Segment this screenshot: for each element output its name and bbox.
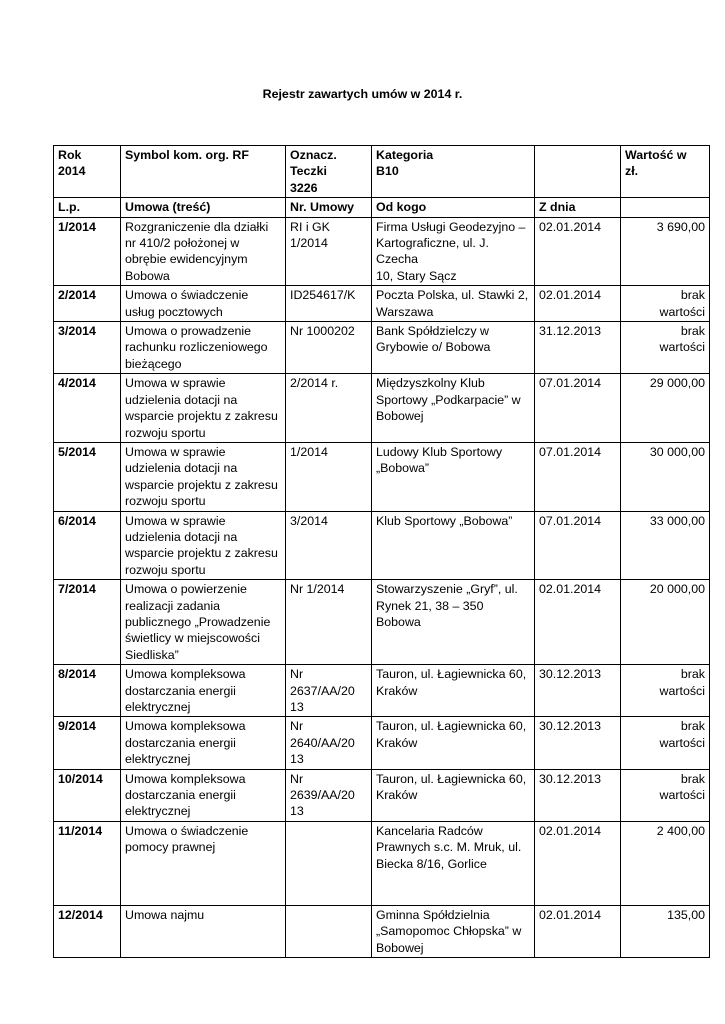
cell-wartosc: 135,00 [621,905,710,957]
cell-umowa: Umowa o powierzenie realizacji zadania publicznego „Prowadzenie świetlicy w miejscowości Siedliska” [121,580,286,665]
cell-nr: Nr 2640/AA/20 13 [286,717,372,769]
cell-wartosc: 2 400,00 [621,821,710,905]
table-row [54,580,710,665]
cell-od-kogo: Firma Usługi Geodezyjno – Kartograficzne, ul. J. Czecha 10, Stary Sącz [372,217,535,286]
table-row [54,322,710,374]
table-row [54,769,710,821]
col-z-dnia: Z dnia [535,198,621,217]
cell-nr [286,821,372,905]
cell-z-dnia: 07.01.2014 [535,511,621,580]
header-rok: Rok 2014 [54,146,121,198]
cell-umowa: Umowa w sprawie udzielenia dotacji na wsparcie projektu z zakresu rozwoju sportu [121,374,286,443]
cell-z-dnia: 30.12.2013 [535,665,621,717]
cell-umowa: Umowa w sprawie udzielenia dotacji na wsparcie projektu z zakresu rozwoju sportu [121,511,286,580]
col-od-kogo: Od kogo [372,198,535,217]
cell-wartosc: brak wartości [621,769,710,821]
cell-lp: 8/2014 [54,665,121,717]
cell-od-kogo: Gminna Spółdzielnia „Samopomoc Chłopska” w Bobowej [372,905,535,957]
cell-lp: 7/2014 [54,580,121,665]
cell-od-kogo: Poczta Polska, ul. Stawki 2, Warszawa [372,286,535,322]
cell-wartosc: 20 000,00 [621,580,710,665]
cell-lp: 3/2014 [54,322,121,374]
cell-nr: Nr 2637/AA/20 13 [286,665,372,717]
table-row [54,821,710,905]
cell-z-dnia: 07.01.2014 [535,374,621,443]
cell-z-dnia: 02.01.2014 [535,905,621,957]
cell-umowa: Rozgraniczenie dla działki nr 410/2 położonej w obrębie ewidencyjnym Bobowa [121,217,286,286]
cell-lp: 4/2014 [54,374,121,443]
table-row [54,511,710,580]
cell-nr: RI i GK 1/2014 [286,217,372,286]
cell-wartosc: 33 000,00 [621,511,710,580]
document-title: Rejestr zawartych umów w 2014 r. [262,87,463,101]
cell-lp: 5/2014 [54,442,121,511]
cell-wartosc: 29 000,00 [621,374,710,443]
cell-wartosc: brak wartości [621,322,710,374]
cell-umowa: Umowa kompleksowa dostarczania energii elektrycznej [121,717,286,769]
cell-wartosc: 3 690,00 [621,217,710,286]
cell-wartosc: 30 000,00 [621,442,710,511]
cell-od-kogo: Klub Sportowy „Bobowa” [372,511,535,580]
cell-lp: 9/2014 [54,717,121,769]
table-row [54,286,710,322]
header-kategoria: Kategoria B10 [372,146,535,198]
cell-umowa: Umowa kompleksowa dostarczania energii elektrycznej [121,665,286,717]
cell-nr: ID254617/K [286,286,372,322]
cell-nr: Nr 1/2014 [286,580,372,665]
cell-wartosc: brak wartości [621,286,710,322]
cell-od-kogo: Tauron, ul. Łagiewnicka 60, Kraków [372,665,535,717]
col-wartosc [621,198,710,217]
cell-umowa: Umowa w sprawie udzielenia dotacji na wsparcie projektu z zakresu rozwoju sportu [121,442,286,511]
cell-umowa: Umowa kompleksowa dostarczania energii elektrycznej [121,769,286,821]
header-symbol: Symbol kom. org. RF [121,146,286,198]
cell-umowa: Umowa o świadczenie usług pocztowych [121,286,286,322]
cell-od-kogo: Kancelaria Radców Prawnych s.c. M. Mruk, ul. Biecka 8/16, Gorlice [372,821,535,905]
col-nr-umowy: Nr. Umowy [286,198,372,217]
cell-umowa: Umowa o świadczenie pomocy prawnej [121,821,286,905]
cell-z-dnia: 02.01.2014 [535,580,621,665]
cell-lp: 6/2014 [54,511,121,580]
cell-umowa: Umowa najmu [121,905,286,957]
cell-nr [286,905,372,957]
table-header-columns-row [54,198,710,217]
header-wartosc: Wartość w zł. [621,146,710,198]
contracts-register-table [53,145,710,958]
cell-od-kogo: Bank Spółdzielczy w Grybowie o/ Bobowa [372,322,535,374]
header-empty [535,146,621,198]
table-row [54,717,710,769]
col-umowa: Umowa (treść) [121,198,286,217]
table-row [54,374,710,443]
cell-z-dnia: 07.01.2014 [535,442,621,511]
table-row [54,442,710,511]
cell-z-dnia: 30.12.2013 [535,717,621,769]
cell-z-dnia: 02.01.2014 [535,286,621,322]
cell-nr: 3/2014 [286,511,372,580]
cell-z-dnia: 30.12.2013 [535,769,621,821]
cell-od-kogo: Tauron, ul. Łagiewnicka 60, Kraków [372,717,535,769]
cell-wartosc: brak wartości [621,717,710,769]
cell-wartosc: brak wartości [621,665,710,717]
table-header-top-row [54,146,710,198]
table-row [54,905,710,957]
cell-umowa: Umowa o prowadzenie rachunku rozliczeniowego bieżącego [121,322,286,374]
cell-od-kogo: Międzyszkolny Klub Sportowy „Podkarpacie” w Bobowej [372,374,535,443]
table-row [54,217,710,286]
cell-nr: 1/2014 [286,442,372,511]
header-oznacz: Oznacz. Teczki 3226 [286,146,372,198]
cell-nr: Nr 2639/AA/20 13 [286,769,372,821]
cell-lp: 1/2014 [54,217,121,286]
cell-z-dnia: 02.01.2014 [535,821,621,905]
cell-nr: Nr 1000202 [286,322,372,374]
cell-lp: 11/2014 [54,821,121,905]
cell-od-kogo: Tauron, ul. Łagiewnicka 60, Kraków [372,769,535,821]
cell-od-kogo: Stowarzyszenie „Gryf”, ul. Rynek 21, 38 – 350 Bobowa [372,580,535,665]
cell-od-kogo: Ludowy Klub Sportowy „Bobowa” [372,442,535,511]
cell-nr: 2/2014 r. [286,374,372,443]
cell-z-dnia: 02.01.2014 [535,217,621,286]
cell-lp: 12/2014 [54,905,121,957]
cell-lp: 2/2014 [54,286,121,322]
cell-z-dnia: 31.12.2013 [535,322,621,374]
table-row [54,665,710,717]
cell-lp: 10/2014 [54,769,121,821]
col-lp: L.p. [54,198,121,217]
